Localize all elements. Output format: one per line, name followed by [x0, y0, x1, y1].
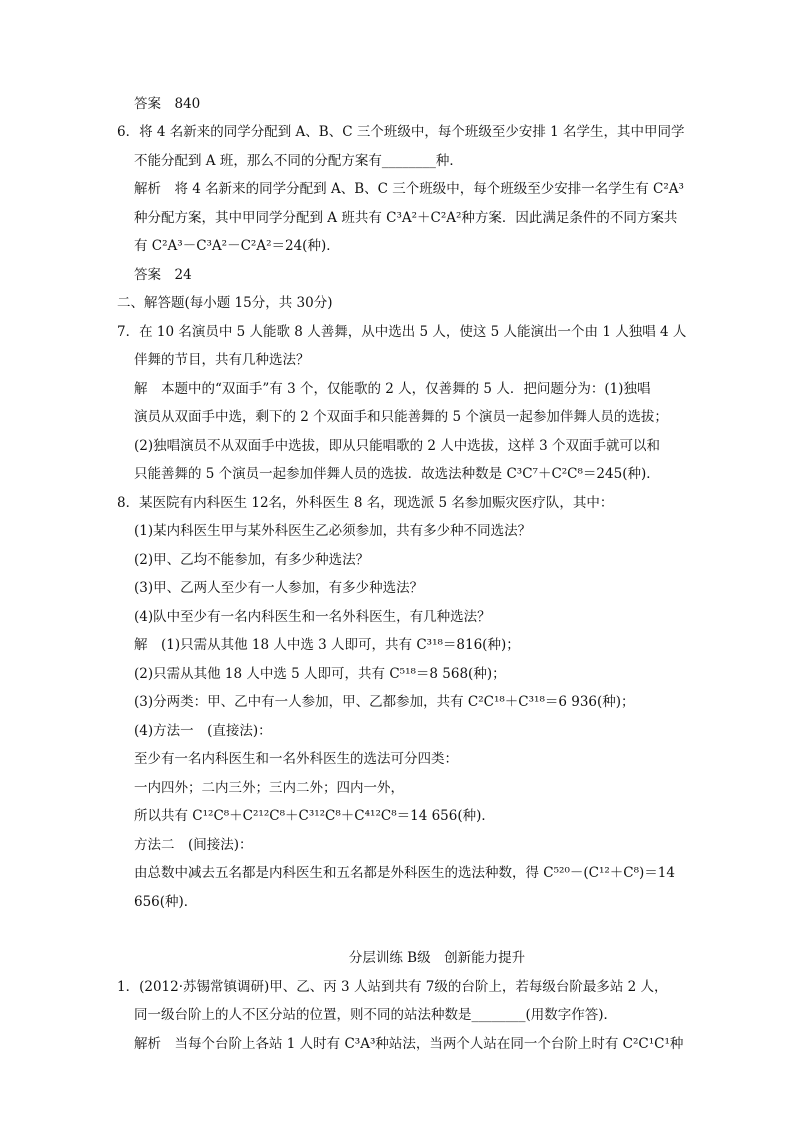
solution-8-line-1: 解 (1)只需从其他 18 人中选 3 人即可，共有 C³¹⁸＝816(种)； — [134, 637, 520, 653]
solution-b1-line-1: 解析 当每个台阶上各站 1 人时有 C³A³种站法，当两个人站在同一个台阶上时有 C²C¹C¹种 — [134, 1036, 684, 1052]
solution-6-line-3: 有 C²A³－C³A²－C²A²＝24(种)． — [134, 238, 340, 254]
solution-8-line-3: (3)分两类：甲、乙中有一人参加，甲、乙都参加，共有 C²C¹⁸＋C³¹⁸＝6 936(种)； — [134, 694, 635, 710]
solution-7-line-1: 解 本题中的“双面手”有 3 个，仅能歌的 2 人，仅善舞的 5 人．把问题分为：(1)独唱 — [134, 381, 651, 397]
problem-8-line-1: 8．某医院有内科医生 12名，外科医生 8 名，现选派 5 名参加赈灾医疗队，其中： — [117, 495, 614, 511]
solution-7-line-4: 只能善舞的 5 个演员一起参加伴舞人员的选拔．故选法种数是 C³C⁷＋C²C⁸＝245(种)． — [134, 466, 660, 482]
solution-8-line-10: 656(种)． — [134, 894, 198, 910]
problem-6-line-1: 6．将 4 名新来的同学分配到 A、B、C 三个班级中，每个班级至少安排 1 名学生，其中甲同学 — [117, 124, 685, 140]
problem-b1-line-2: 同一级台阶上的人不区分站的位置，则不同的站法种数是________(用数字作答)． — [134, 1007, 618, 1023]
solution-7-line-3: (2)独唱演员不从双面手中选拔，即从只能唱歌的 2 人中选拔，这样 3 个双面手就可以和 — [134, 438, 660, 454]
problem-8-part-2: (2)甲、乙均不能参加，有多少种选法？ — [134, 552, 370, 568]
section-heading: 二、解答题(每小题 15分，共 30分) — [117, 295, 333, 311]
problem-7-line-1: 7．在 10 名演员中 5 人能歌 8 人善舞，从中选出 5 人，使这 5 人能演出一个由 1 人独唱 4 人 — [117, 324, 687, 340]
problem-8-part-4: (4)队中至少有一名内科医生和一名外科医生，有几种选法？ — [134, 609, 491, 625]
solution-8-line-5: 至少有一名内科医生和一名外科医生的选法可分四类： — [134, 751, 458, 767]
problem-7-line-2: 伴舞的节目，共有几种选法？ — [134, 352, 310, 368]
section-title-b: 分层训练 B级 创新能力提升 — [348, 950, 526, 966]
solution-7-line-2: 演员从双面手中选，剩下的 2 个双面手和只能善舞的 5 个演员一起参加伴舞人员的选拔； — [134, 409, 668, 425]
solution-8-line-6: 一内四外；二内三外；三内二外；四内一外， — [134, 780, 404, 796]
problem-8-part-3: (3)甲、乙两人至少有一人参加，有多少种选法？ — [134, 580, 424, 596]
solution-6-line-1: 解析 将 4 名新来的同学分配到 A、B、C 三个班级中，每个班级至少安排一名学生有 C²A³ — [134, 181, 684, 197]
solution-8-line-2: (2)只需从其他 18 人中选 5 人即可，共有 C⁵¹⁸＝8 568(种)； — [134, 666, 506, 682]
answer-6: 答案 24 — [134, 267, 192, 283]
answer-5: 答案 840 — [134, 96, 201, 112]
solution-8-line-8: 方法二 (间接法)： — [134, 837, 253, 853]
solution-6-line-2: 种分配方案，其中甲同学分配到 A 班共有 C³A²＋C²A²种方案．因此满足条件的不同方案共 — [134, 210, 678, 226]
solution-8-line-4: (4)方法一 (直接法)： — [134, 723, 272, 739]
solution-8-line-7: 所以共有 C¹²C⁸＋C²¹²C⁸＋C³¹²C⁸＋C⁴¹²C⁸＝14 656(种)． — [134, 808, 495, 824]
problem-8-part-1: (1)某内科医生甲与某外科医生乙必须参加，共有多少种不同选法？ — [134, 523, 532, 539]
problem-b1-line-1: 1．(2012·苏锡常镇调研)甲、乙、丙 3 人站到共有 7级的台阶上，若每级台阶最多站 2 人， — [117, 979, 668, 995]
solution-8-line-9: 由总数中减去五名都是内科医生和五名都是外科医生的选法种数，得 C⁵²⁰－(C¹²＋C⁸)＝14 — [134, 865, 675, 881]
problem-6-line-2: 不能分配到 A 班，那么不同的分配方案有________种． — [134, 153, 463, 169]
